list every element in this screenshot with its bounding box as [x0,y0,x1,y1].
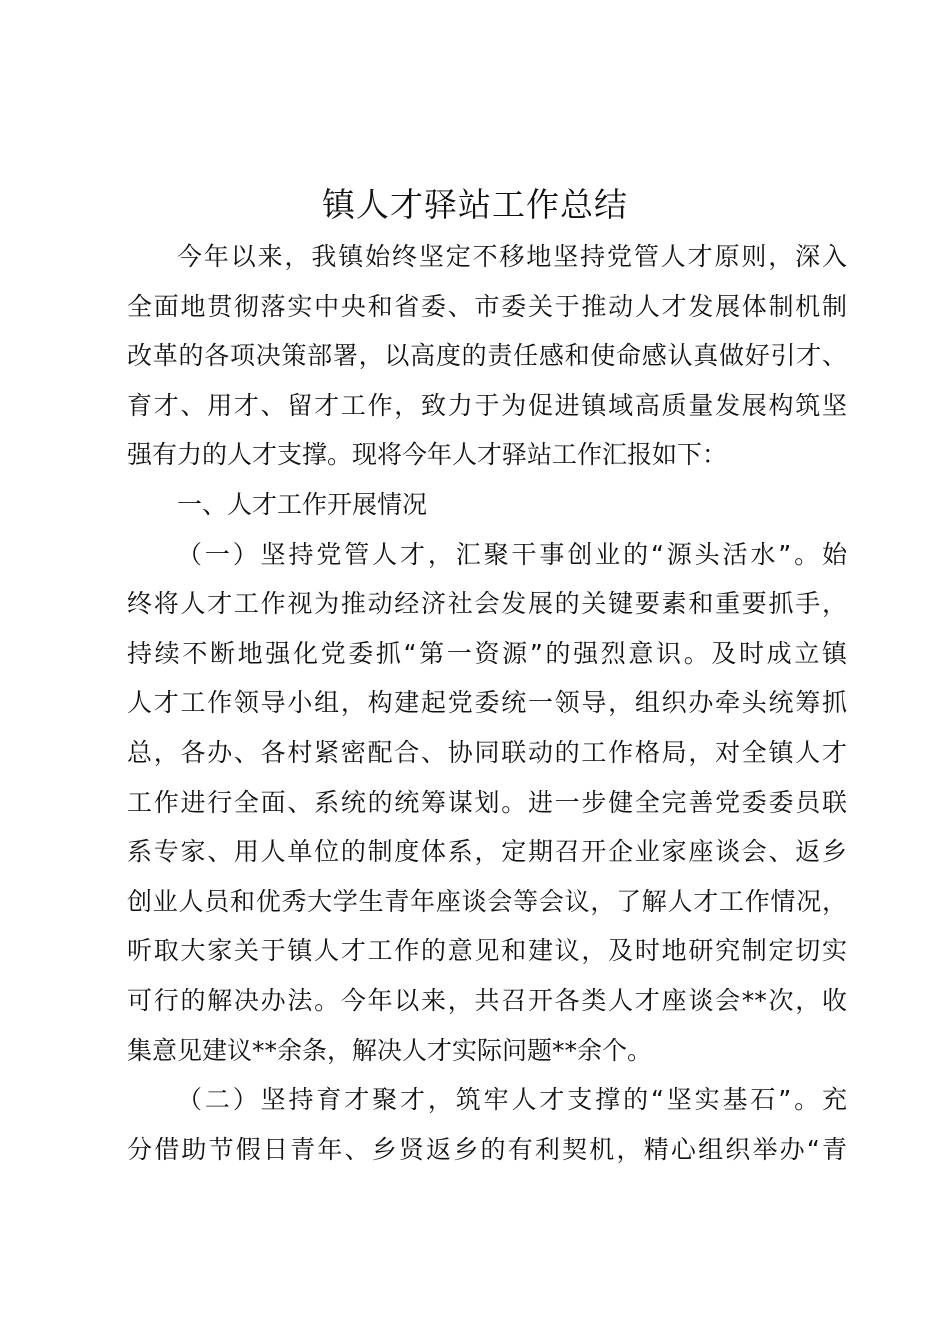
body-line-17: 集意见建议**余条，解决人才实际问题**余个。 [127,1035,653,1065]
body-line-9: 持续不断地强化党委抓“第一资源”的强烈意识。及时成立镇 [127,638,847,668]
body-line-7: （一）坚持党管人才，汇聚干事创业的“源头活水”。始 [177,539,847,569]
body-line-3: 改革的各项决策部署，以高度的责任感和使命感认真做好引才、 [127,341,847,371]
body-line-4: 育才、用才、留才工作，致力于为促进镇域高质量发展构筑坚 [127,390,847,420]
body-line-5: 强有力的人才支撑。现将今年人才驿站工作汇报如下： [127,440,728,470]
body-line-8: 终将人才工作视为推动经济社会发展的关键要素和重要抓手， [127,589,847,619]
body-line-1: 今年以来，我镇始终坚定不移地坚持党管人才原则，深入 [177,242,847,271]
document-body [127,232,847,1174]
body-line-11: 总，各办、各村紧密配合、协同联动的工作格局，对全镇人才 [127,737,847,767]
body-line-16: 可行的解决办法。今年以来，共召开各类人才座谈会**次，收 [127,985,847,1015]
body-line-2: 全面地贯彻落实中央和省委、市委关于推动人才发展体制机制 [127,291,847,321]
body-line-18: （二）坚持育才聚才，筑牢人才支撑的“坚实基石”。充 [177,1085,847,1115]
body-line-14: 创业人员和优秀大学生青年座谈会等会议，了解人才工作情况， [127,886,847,916]
body-line-19: 分借助节假日青年、乡贤返乡的有利契机，精心组织举办“青 [127,1134,847,1164]
body-line-12: 工作进行全面、系统的统筹谋划。进一步健全完善党委委员联 [127,787,847,817]
section-heading-1: 一、人才工作开展情况 [177,489,428,519]
body-line-15: 听取大家关于镇人才工作的意见和建议，及时地研究制定切实 [127,936,847,966]
body-line-13: 系专家、用人单位的制度体系，定期召开企业家座谈会、返乡 [127,837,847,867]
body-line-10: 人才工作领导小组，构建起党委统一领导，组织办牵头统筹抓 [127,688,847,718]
document-title: 镇人才驿站工作总结 [322,185,628,224]
